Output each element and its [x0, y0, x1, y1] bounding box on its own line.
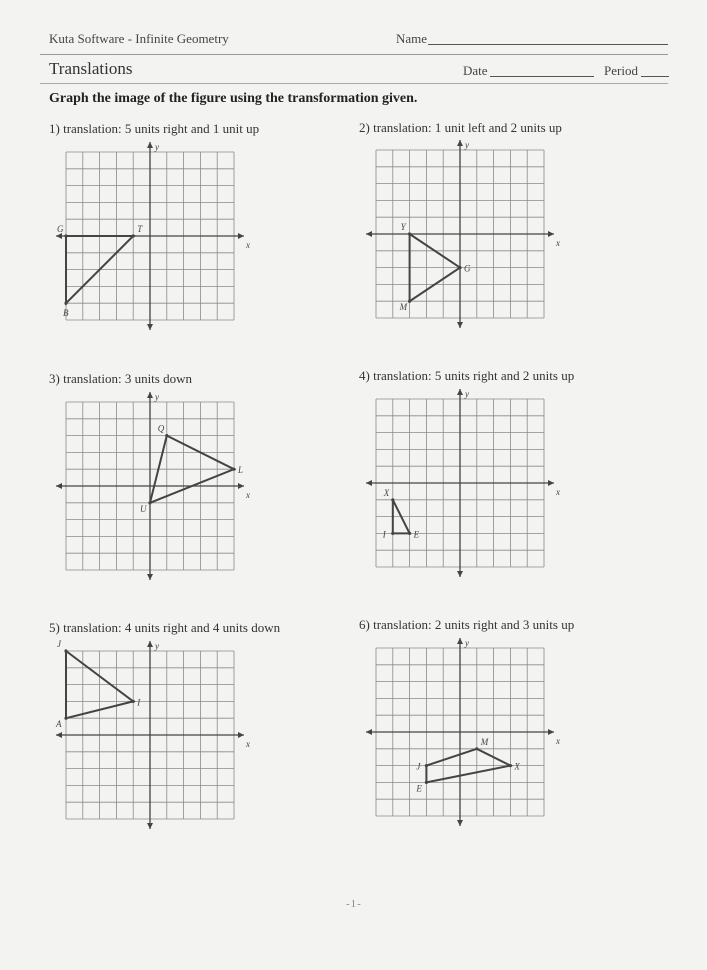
- vertex-label: Y: [400, 222, 406, 232]
- vertex-point: [64, 302, 67, 305]
- vertex-point: [132, 700, 135, 703]
- y-axis-label: y: [155, 641, 159, 651]
- problem-2-graph: [366, 140, 558, 332]
- vertex-label: X: [514, 761, 520, 772]
- y-axis-arrow-down: [457, 571, 463, 577]
- x-axis-arrow-right: [548, 480, 554, 486]
- x-axis-label: x: [246, 490, 250, 500]
- vertex-label: G: [464, 263, 471, 274]
- x-axis-label: x: [246, 739, 250, 749]
- y-axis-arrow-down: [147, 324, 153, 330]
- problem-3-graph: [56, 392, 248, 584]
- problem-4-label: 4) translation: 5 units right and 2 units up: [359, 368, 575, 383]
- y-axis-arrow-down: [147, 823, 153, 829]
- vertex-point: [408, 300, 411, 303]
- vertex-label: E: [413, 529, 420, 540]
- vertex-point: [391, 498, 394, 501]
- software-name: Kuta Software - Infinite Geometry: [49, 31, 229, 46]
- vertex-point: [425, 764, 428, 767]
- y-axis-arrow-up: [457, 140, 463, 146]
- problem-1-label: 1) translation: 5 units right and 1 unit up: [49, 121, 260, 136]
- y-axis-arrow-up: [457, 389, 463, 395]
- vertex-label: M: [399, 302, 408, 313]
- y-axis-arrow-down: [457, 322, 463, 328]
- y-axis-label: y: [155, 142, 159, 152]
- y-axis-arrow-down: [457, 820, 463, 826]
- problem-5-label: 5) translation: 4 units right and 4 units down: [49, 620, 281, 635]
- vertex-label: A: [56, 719, 62, 730]
- x-axis-arrow-left: [366, 480, 372, 486]
- period-field[interactable]: [641, 76, 669, 77]
- x-axis-arrow-right: [238, 233, 244, 239]
- vertex-point: [408, 532, 411, 535]
- vertex-label: I: [382, 529, 386, 540]
- problem-6-graph: [366, 638, 558, 830]
- x-axis-arrow-left: [56, 732, 62, 738]
- vertex-point: [132, 234, 135, 237]
- x-axis-arrow-left: [366, 729, 372, 735]
- x-axis-label: x: [556, 736, 560, 746]
- vertex-label: B: [63, 308, 69, 319]
- vertex-label: Q: [157, 423, 165, 434]
- vertex-point: [64, 717, 67, 720]
- vertex-point: [458, 266, 461, 269]
- problem-6-label: 6) translation: 2 units right and 3 units up: [359, 617, 575, 632]
- page-title: Translations: [49, 59, 133, 78]
- vertex-label: T: [137, 224, 143, 234]
- y-axis-arrow-up: [147, 142, 153, 148]
- y-axis-arrow-up: [457, 638, 463, 644]
- vertex-point: [509, 764, 512, 767]
- vertex-label: J: [416, 761, 421, 772]
- vertex-label: M: [480, 736, 489, 747]
- x-axis-arrow-right: [238, 732, 244, 738]
- vertex-point: [64, 234, 67, 237]
- vertex-point: [391, 532, 394, 535]
- instruction: Graph the image of the figure using the transformation given.: [49, 91, 418, 106]
- vertex-label: L: [238, 465, 244, 476]
- y-axis-arrow-up: [147, 392, 153, 398]
- name-label: Name: [396, 31, 428, 46]
- date-field[interactable]: [490, 76, 594, 77]
- x-axis-arrow-right: [548, 729, 554, 735]
- y-axis-label: y: [155, 392, 159, 402]
- x-axis-label: x: [556, 238, 560, 248]
- problem-1-graph: [56, 142, 248, 334]
- vertex-label: J: [57, 639, 61, 649]
- y-axis-arrow-down: [147, 574, 153, 580]
- vertex-label: E: [416, 783, 422, 794]
- name-field[interactable]: [428, 44, 668, 45]
- x-axis-label: x: [556, 487, 560, 497]
- vertex-point: [408, 232, 411, 235]
- y-axis-arrow-up: [147, 641, 153, 647]
- vertex-label: I: [137, 697, 141, 708]
- x-axis-arrow-left: [56, 483, 62, 489]
- vertex-label: X: [383, 487, 390, 498]
- vertex-label: G: [57, 224, 64, 234]
- vertex-point: [165, 434, 168, 437]
- date-label: Date: [463, 63, 488, 78]
- problem-4-graph: [366, 389, 558, 581]
- x-axis-arrow-right: [238, 483, 244, 489]
- period-label: Period: [604, 63, 638, 78]
- vertex-point: [64, 649, 67, 652]
- vertex-point: [232, 468, 235, 471]
- vertex-point: [148, 501, 151, 504]
- x-axis-arrow-left: [366, 231, 372, 237]
- problem-3-label: 3) translation: 3 units down: [49, 371, 192, 386]
- y-axis-label: y: [465, 389, 469, 399]
- vertex-point: [475, 747, 478, 750]
- x-axis-label: x: [246, 240, 250, 250]
- vertex-point: [425, 781, 428, 784]
- page-number: -1-: [346, 898, 362, 910]
- x-axis-arrow-right: [548, 231, 554, 237]
- vertex-label: U: [140, 503, 147, 514]
- header-rule: [40, 54, 668, 55]
- problem-5-graph: [56, 641, 248, 833]
- header-rule-bottom: [40, 83, 668, 84]
- y-axis-label: y: [465, 638, 469, 648]
- problem-2-label: 2) translation: 1 unit left and 2 units up: [359, 120, 562, 135]
- y-axis-label: y: [465, 140, 469, 150]
